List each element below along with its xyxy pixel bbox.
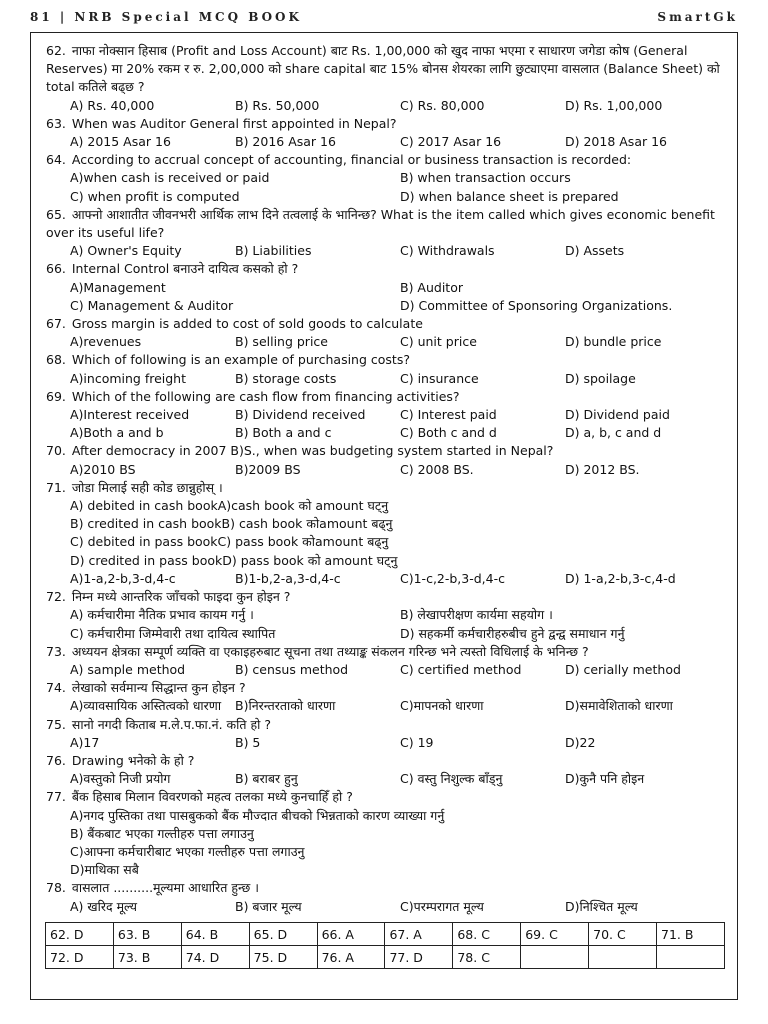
answer-option: D)कुनै पनि होइन (565, 771, 645, 787)
question-stem (46, 151, 730, 169)
question-number: 72. (46, 589, 66, 605)
question-block (46, 679, 730, 715)
question-block (46, 315, 730, 351)
answer-option: A)नगद पुस्तिका तथा पासबुकको बैंक मौज्दात बीचको भिन्नताको कारण व्याख्या गर्नु (70, 807, 445, 823)
answer-option: C) 19 (400, 734, 434, 750)
question-list (46, 42, 730, 916)
option-row (46, 533, 730, 551)
answer-option: A)revenues (70, 334, 142, 350)
answer-option: C) Both c and d (400, 425, 497, 441)
option-row (46, 188, 730, 206)
option-row (46, 552, 730, 570)
answer-option: B)1-b,2-a,3-d,4-c (235, 570, 341, 586)
option-row (46, 515, 730, 533)
answer-key-cell: 62. D (46, 923, 114, 946)
answer-option: D)22 (565, 734, 596, 750)
question-number: 74. (46, 680, 66, 696)
answer-option: C) Management & Auditor (70, 297, 234, 313)
answer-option: D)समावेशिताको धारणा (565, 698, 673, 714)
answer-option: A) sample method (70, 661, 186, 677)
answer-key-cell: 64. B (181, 923, 249, 946)
answer-key-cell: 69. C (521, 923, 589, 946)
answer-option: B) Liabilities (235, 243, 312, 259)
answer-key-cell: 71. B (657, 923, 725, 946)
question-stem (46, 260, 730, 278)
answer-key-cell: 67. A (385, 923, 453, 946)
answer-option: A)2010 BS (70, 461, 136, 477)
option-row (46, 697, 730, 715)
answer-option: D) 1-a,2-b,3-c,4-d (565, 570, 676, 586)
question-number: 69. (46, 388, 66, 404)
answer-option: C) 2008 BS. (400, 461, 474, 477)
question-stem (46, 716, 730, 734)
answer-key-cell: 77. D (385, 946, 453, 969)
question-text: आफ्नो आशातीत जीवनभरी आर्थिक लाभ दिने तत्वलाई के भानिन्छ? What is the item called which gives economic benefit over its useful life? (46, 206, 715, 241)
question-text: अध्ययन क्षेत्रका सम्पूर्ण व्यक्ति वा एकाइहरुबाट सूचना तथा तथ्याङ्क संकलन गरिन्छ भने त्यस्तो विधिलाई के भनिन्छ ? (71, 643, 589, 659)
question-text: Drawing भनेको के हो ? (71, 752, 195, 768)
answer-key-cell (657, 946, 725, 969)
answer-key-cell: 74. D (181, 946, 249, 969)
answer-option: C)आफ्ना कर्मचारीबाट भएका गल्तीहरु पत्ता लगाउनु (70, 843, 305, 859)
answer-option: A)when cash is received or paid (70, 170, 270, 186)
question-text: Which of following is an example of purchasing costs? (71, 352, 410, 368)
answer-option: C) certified method (400, 661, 522, 677)
answer-option: A)incoming freight (70, 370, 187, 386)
question-block (46, 643, 730, 679)
option-row (46, 734, 730, 752)
question-stem (46, 115, 730, 133)
question-text: Gross margin is added to cost of sold goods to calculate (71, 316, 423, 332)
question-text: Which of the following are cash flow from financing activities? (71, 388, 460, 404)
answer-option: B) Rs. 50,000 (235, 97, 320, 113)
answer-key-cell: 63. B (113, 923, 181, 946)
answer-option: A)Both a and b (70, 425, 164, 441)
question-stem (46, 351, 730, 369)
answer-option: B) Dividend received (235, 407, 366, 423)
answer-option: D) a, b, c and d (565, 425, 662, 441)
question-stem (46, 42, 730, 97)
question-block (46, 479, 730, 588)
option-row (46, 625, 730, 643)
answer-key-cell: 65. D (249, 923, 317, 946)
question-block (46, 42, 730, 115)
answer-option: B)2009 BS (235, 461, 301, 477)
answer-option: C) Interest paid (400, 407, 497, 423)
answer-option: B) when transaction occurs (400, 170, 571, 186)
question-number: 71. (46, 479, 66, 495)
question-number: 62. (46, 43, 66, 58)
answer-option: C) कर्मचारीमा जिम्मेवारी तथा दायित्व स्थापित (70, 625, 276, 641)
answer-option: D) credited in pass bookD) pass book को amount घट्नु (70, 552, 398, 568)
answer-option: D) Dividend paid (565, 407, 670, 423)
answer-option: C) when profit is computed (70, 188, 240, 204)
answer-option: B) 5 (235, 734, 261, 750)
option-row (46, 406, 730, 424)
question-number: 64. (46, 152, 66, 168)
option-row (46, 825, 730, 843)
answer-key-cell: 72. D (46, 946, 114, 969)
option-row (46, 497, 730, 515)
question-block (46, 115, 730, 151)
question-stem (46, 879, 730, 897)
question-number: 70. (46, 443, 66, 459)
answer-option: B) Both a and c (235, 425, 332, 441)
question-block (46, 716, 730, 752)
answer-option: A)Interest received (70, 407, 190, 423)
option-row (46, 370, 730, 388)
answer-option: C) insurance (400, 370, 479, 386)
option-row (46, 570, 730, 588)
question-text: जोडा मिलाई सही कोड छान्नुहोस् । (71, 479, 223, 495)
option-row (46, 898, 730, 916)
answer-option: B) 2016 Asar 16 (235, 134, 336, 150)
question-block (46, 752, 730, 788)
answer-option: A) कर्मचारीमा नैतिक प्रभाव कायम गर्नु । (70, 607, 254, 623)
option-row (46, 297, 730, 315)
answer-option: D)निश्चित मूल्य (565, 898, 638, 914)
question-number: 68. (46, 352, 66, 368)
question-text: Internal Control बनाउने दायित्व कसको हो ? (71, 261, 299, 277)
question-text: लेखाको सर्वमान्य सिद्धान्त कुन होइन ? (71, 680, 246, 696)
answer-option: A) debited in cash bookA)cash book को amount घट्नु (70, 498, 389, 514)
answer-option: D) 2012 BS. (565, 461, 640, 477)
option-row (46, 424, 730, 442)
page-header (30, 6, 738, 28)
answer-option: A) 2015 Asar 16 (70, 134, 171, 150)
question-block (46, 388, 730, 443)
answer-option: B) बराबर हुनु (235, 771, 298, 787)
question-stem (46, 752, 730, 770)
answer-option: C) Withdrawals (400, 243, 495, 259)
question-stem (46, 388, 730, 406)
question-stem (46, 588, 730, 606)
answer-key-cell: 76. A (317, 946, 385, 969)
question-block (46, 788, 730, 879)
question-text: After democracy in 2007 B)S., when was budgeting system started in Nepal? (71, 443, 554, 459)
question-text: When was Auditor General first appointed in Nepal? (71, 115, 397, 131)
question-stem (46, 479, 730, 497)
option-row (46, 606, 730, 624)
answer-option: D) सहकर्मी कर्मचारीहरुबीच हुने द्वन्द्व समाधान गर्नु (400, 625, 625, 641)
answer-key-table (45, 922, 725, 969)
question-text: सानो नगदी किताब म.ले.प.फा.नं. कति हो ? (71, 716, 271, 732)
question-stem (46, 643, 730, 661)
question-stem (46, 788, 730, 806)
question-text: According to accrual concept of accounting, financial or business transaction is recorded: (71, 152, 632, 168)
answer-option: D) Committee of Sponsoring Organizations. (400, 297, 673, 313)
question-number: 76. (46, 752, 66, 768)
question-block (46, 351, 730, 387)
question-block (46, 206, 730, 261)
answer-key-row (46, 946, 725, 969)
answer-key-cell (589, 946, 657, 969)
answer-option: D) Rs. 1,00,000 (565, 97, 663, 113)
answer-option: B) बैंकबाट भएका गल्तीहरु पत्ता लगाउनु (70, 825, 254, 841)
answer-key-cell: 70. C (589, 923, 657, 946)
answer-option: D) spoilage (565, 370, 636, 386)
answer-option: D) 2018 Asar 16 (565, 134, 668, 150)
answer-option: A)वस्तुको निजी प्रयोग (70, 771, 171, 787)
answer-key-cell: 66. A (317, 923, 385, 946)
option-row (46, 242, 730, 260)
question-number: 75. (46, 716, 66, 732)
question-number: 78. (46, 880, 66, 896)
answer-option: B) Auditor (400, 279, 463, 295)
option-row (46, 661, 730, 679)
option-row (46, 333, 730, 351)
question-stem (46, 315, 730, 333)
header-brand: SmartGk (657, 10, 738, 24)
question-stem (46, 206, 730, 242)
question-number: 66. (46, 261, 66, 277)
option-row (46, 279, 730, 297)
answer-key-cell: 75. D (249, 946, 317, 969)
answer-option: C)परम्परागत मूल्य (400, 898, 484, 914)
answer-option: C) debited in pass bookC) pass book कोamount बढ्नु (70, 534, 389, 550)
option-row (46, 133, 730, 151)
question-number: 67. (46, 316, 66, 332)
answer-option: A)1-a,2-b,3-d,4-c (70, 570, 176, 586)
answer-option: C) unit price (400, 334, 477, 350)
question-stem (46, 679, 730, 697)
answer-option: A) Rs. 40,000 (70, 97, 155, 113)
question-block (46, 151, 730, 206)
answer-option: C) 2017 Asar 16 (400, 134, 502, 150)
answer-option: C)मापनको धारणा (400, 698, 484, 714)
option-row (46, 807, 730, 825)
answer-option: B) selling price (235, 334, 328, 350)
answer-option: D) bundle price (565, 334, 662, 350)
option-row (46, 843, 730, 861)
question-number: 65. (46, 206, 66, 222)
answer-option: B) बजार मूल्य (235, 898, 302, 914)
question-block (46, 588, 730, 643)
answer-option: D) cerially method (565, 661, 681, 677)
option-row (46, 461, 730, 479)
question-block (46, 879, 730, 915)
answer-option: A) खरिद मूल्य (70, 898, 138, 914)
question-text: बैंक हिसाब मिलान विवरणको महत्व तलका मध्ये कुनचाहिँ हो ? (71, 789, 353, 805)
answer-option: A) Owner's Equity (70, 243, 182, 259)
answer-key-cell: 78. C (453, 946, 521, 969)
header-book-title: 81 | NRB Special MCQ BOOK (30, 10, 302, 24)
option-row (46, 169, 730, 187)
answer-option: A)Management (70, 279, 166, 295)
question-number: 73. (46, 643, 66, 659)
question-text: निम्न मध्ये आन्तरिक जाँचको फाइदा कुन होइन ? (71, 589, 291, 605)
option-row (46, 97, 730, 115)
answer-option: B) census method (235, 661, 349, 677)
answer-option: C)1-c,2-b,3-d,4-c (400, 570, 505, 586)
answer-option: B) storage costs (235, 370, 337, 386)
answer-option: D) when balance sheet is prepared (400, 188, 619, 204)
question-block (46, 260, 730, 315)
answer-option: C) Rs. 80,000 (400, 97, 485, 113)
answer-option: A)व्यावसायिक अस्तित्वको धारणा (70, 698, 222, 714)
answer-option: D)माथिका सबै (70, 862, 139, 878)
option-row (46, 770, 730, 788)
question-block (46, 442, 730, 478)
option-row (46, 861, 730, 879)
answer-key-row (46, 923, 725, 946)
answer-key-cell (521, 946, 589, 969)
answer-option: D) Assets (565, 243, 625, 259)
question-number: 63. (46, 115, 66, 131)
answer-option: B) लेखापरीक्षण कार्यमा सहयोग । (400, 607, 553, 623)
question-number: 77. (46, 789, 66, 805)
question-text: वासलात ..........मूल्यमा आधारित हुन्छ । (71, 880, 260, 896)
answer-option: B)निरन्तरताको धारणा (235, 698, 336, 714)
question-text: नाफा नोक्सान हिसाब (Profit and Loss Account) बाट Rs. 1,00,000 को खुद नाफा भएमा र साधारण जगेडा कोष (General Reserves) मा 20% रकम र रु. 2,00,000 को share capital बाट 15% बोनस शेयरका लागि छुट्याएमा वासलात (Balance Sheet) को total कतिले बढ्छ ? (46, 43, 720, 95)
answer-option: C) वस्तु निशुल्क बाँड्नु (400, 771, 503, 787)
answer-key-cell: 68. C (453, 923, 521, 946)
answer-key-cell: 73. B (113, 946, 181, 969)
answer-option: A)17 (70, 734, 100, 750)
answer-option: B) credited in cash bookB) cash book कोamount बढ्नु (70, 516, 393, 532)
question-stem (46, 442, 730, 460)
